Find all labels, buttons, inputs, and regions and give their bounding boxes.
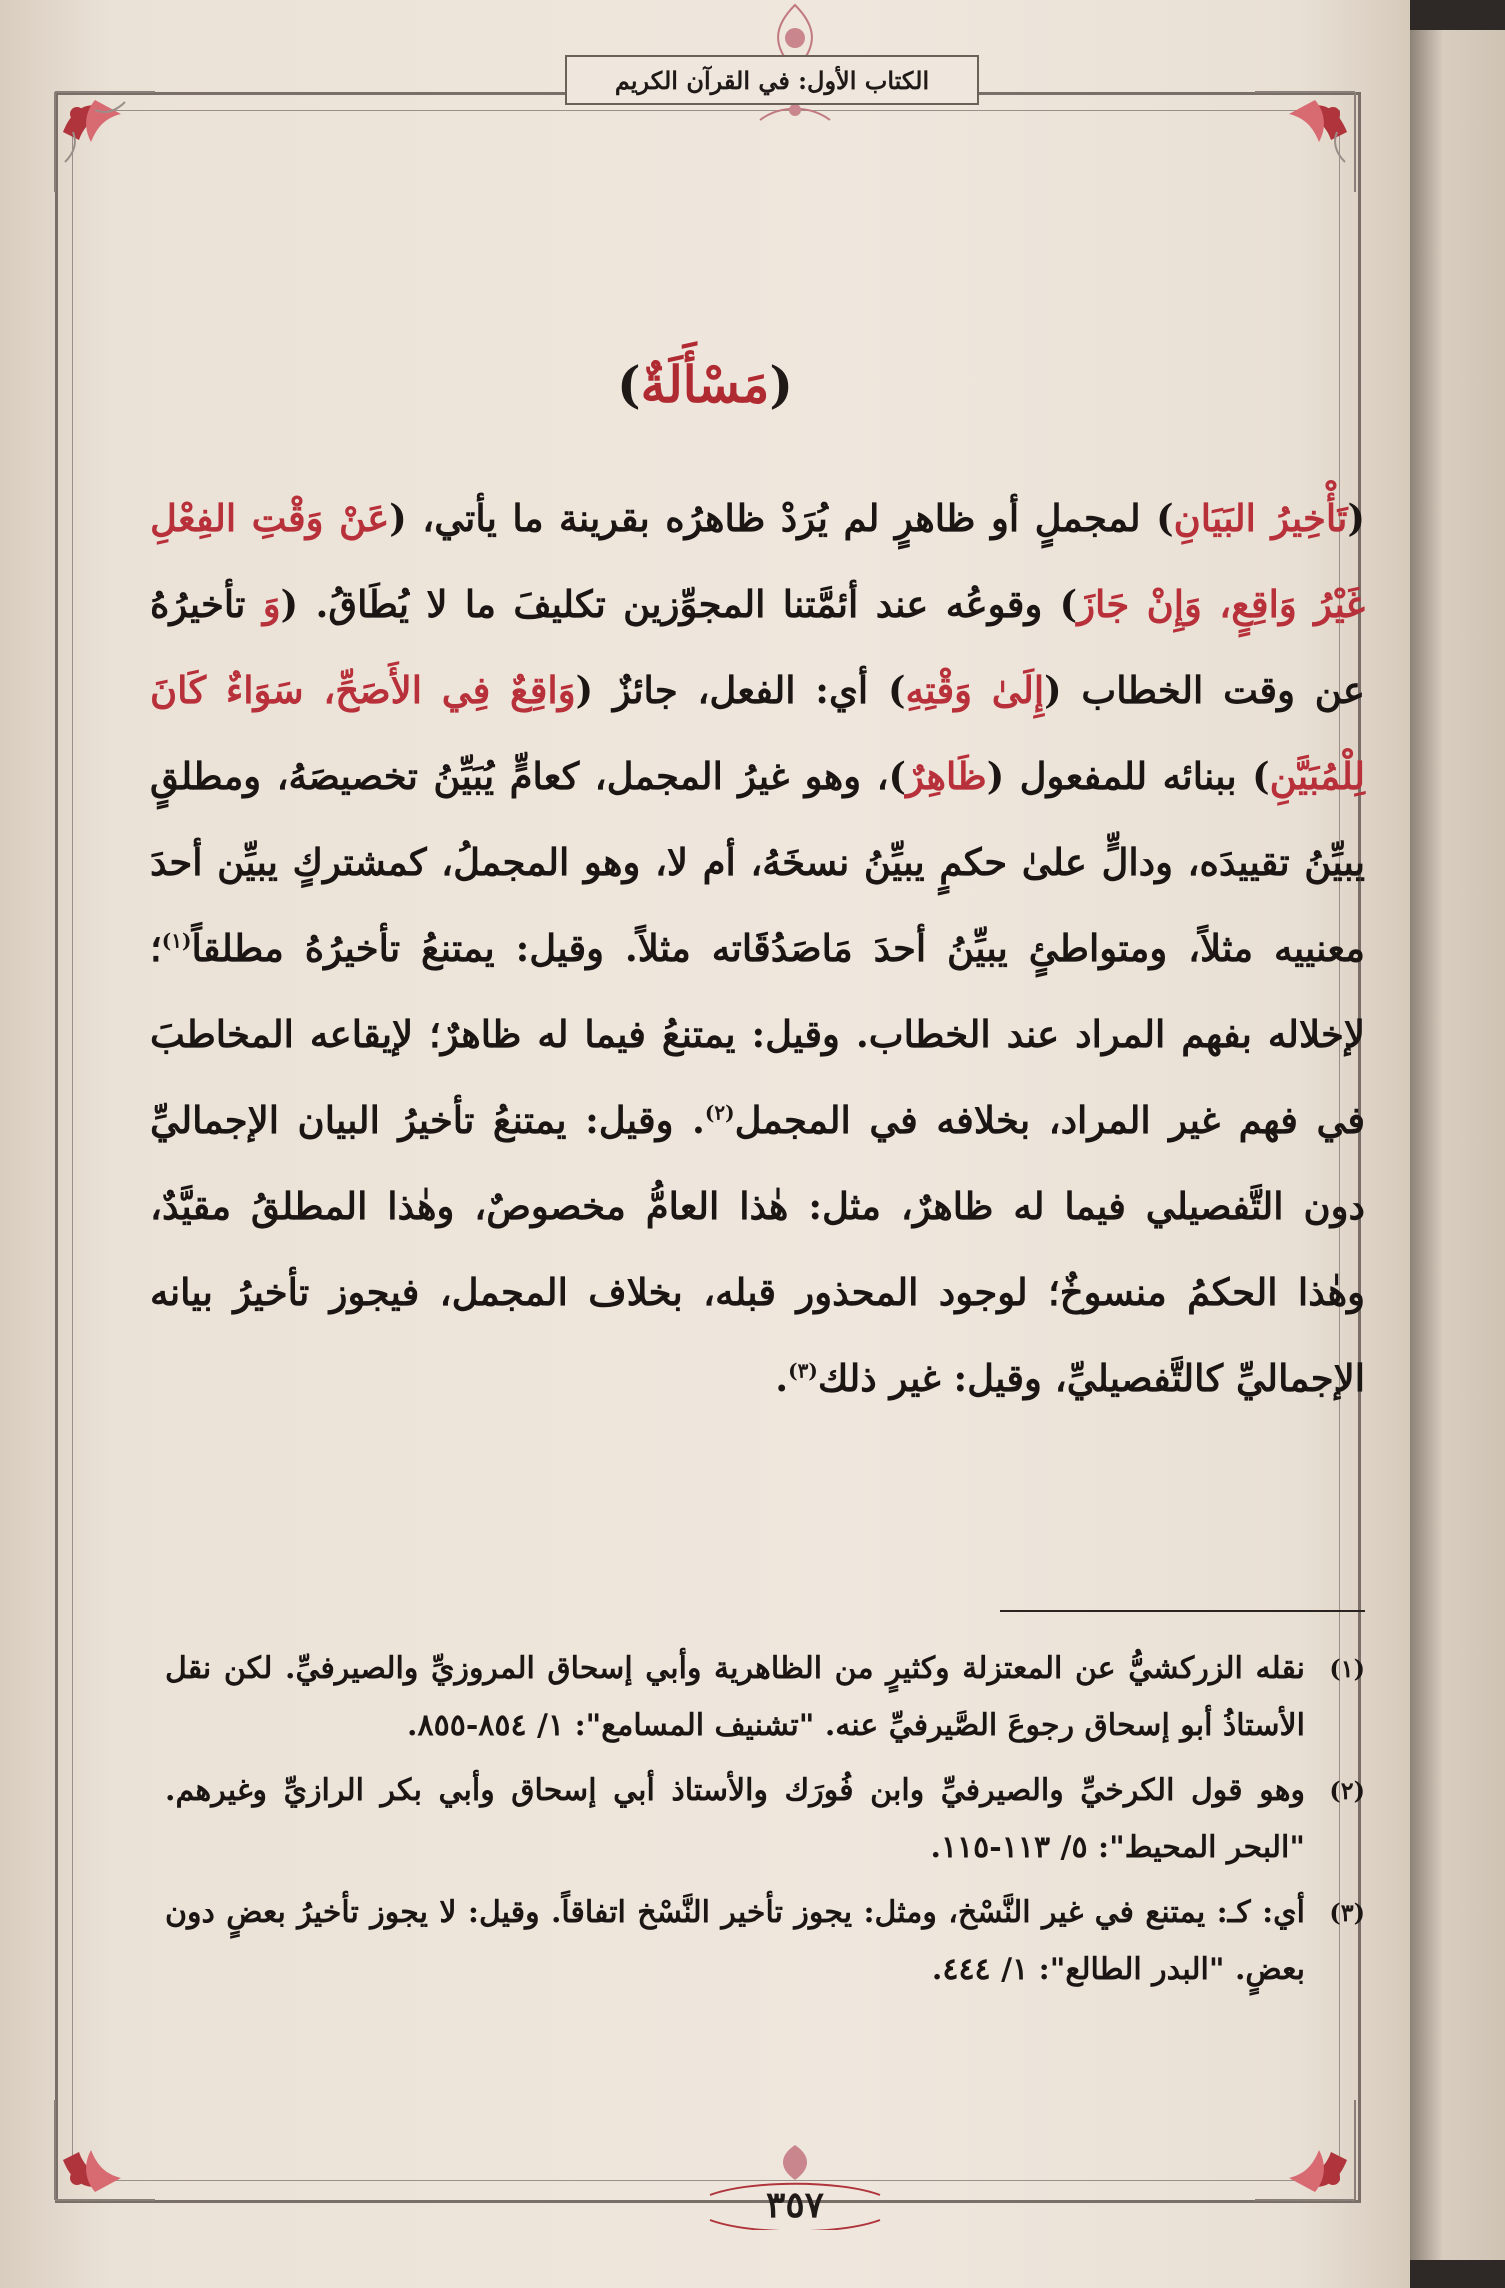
footnote-text: أي: كـ: يمتنع في غير النَّسْخ، ومثل: يجوز تأخير النَّسْخ اتفاقاً. وقيل: لا يجوز تأخيرُ بعضٍ دون بعضٍ. "البدر الطالع": ١/ ٤٤٤. (165, 1895, 1305, 1987)
footnote-1 (165, 1640, 1365, 1754)
footnote-separator (1000, 1610, 1365, 1612)
main-text: (تَأْخِيرُ البَيَانِ) لمجملٍ أو ظاهرٍ لم يُرَدْ ظاهرُه بقرينة ما يأتي، (عَنْ وَقْتِ الفِعْلِ غَيْرُ وَاقِعٍ، وَإِنْ جَازَ) وقوعُه عند أئمَّتنا المجوِّزين تكليفَ ما لا يُطَاقُ. (وَ تأخيرُهُ عن وقت الخطاب (إِلَىٰ وَقْتِهِ) أي: الفعل، جائزٌ (وَاقِعٌ فِي الأَصَحِّ، سَوَاءٌ كَانَ لِلْمُبَيَّنِ) ببنائه للمفعول (ظَاهِرٌ)، وهو غيرُ المجمل، كعامٍّ يُبَيِّنُ تخصيصَهُ، ومطلقٍ يبيِّنُ تقييدَه، ودالٍّ علىٰ حكمٍ يبيِّنُ نسخَهُ، أم لا، وهو المجملُ، كمشتركٍ يبيِّن أحدَ معنييه مثلاً، ومتواطئٍ يبيِّنُ أحدَ مَاصَدُقَاته مثلاً. وقيل: يمتنعُ تأخيرُهُ مطلقاً$^{(١)}$؛ لإخلاله بفهم المراد عند الخطاب. وقيل: يمتنعُ فيما له ظاهرٌ؛ لإيقاعه المخاطبَ في فهم غير المراد، بخلافه في المجمل$^{(٢)}$. وقيل: يمتنعُ تأخيرُ البيان الإجماليِّ دون التَّفصيلي فيما له ظاهرٌ، مثل: هٰذا العامُّ مخصوصٌ، وهٰذا المطلقُ مقيَّدٌ، وهٰذا الحكمُ منسوخٌ؛ لوجود المحذور قبله، بخلاف المجمل، فيجوز تأخيرُ بيانه الإجماليِّ كالتَّفصيليِّ، وقيل: غير ذلك$^{(٣)}$. (150, 496, 1366, 1400)
footnote-2 (165, 1762, 1365, 1876)
footnote-marker-1[interactable]: (١) (161, 928, 192, 953)
matn-text: ظَاهِرٌ (906, 754, 987, 798)
corner-ornament-top-right (1245, 82, 1365, 202)
corner-ornament-bottom-left (45, 2090, 165, 2210)
footnote-number: (٢) (1329, 1776, 1365, 1805)
running-header (565, 55, 979, 105)
section-title (300, 355, 1110, 425)
running-header-title: الكتاب الأول: في القرآن الكريم (614, 65, 930, 95)
footnote-text: نقله الزركشيُّ عن المعتزلة وكثيرٍ من الظاهرية وأبي إسحاق المروزيِّ والصيرفيِّ. لكن نقل الأستاذُ أبو إسحاق رجوعَ الصَّيرفيِّ عنه. "تشنيف المسامع": ١/ ٨٥٤-٨٥٥. (165, 1651, 1305, 1743)
title-text: مَسْأَلَةٌ (640, 355, 770, 414)
footnote-number: (١) (1329, 1654, 1365, 1683)
footnote-marker-2[interactable]: (٢) (704, 1100, 735, 1125)
corner-ornament-bottom-right (1245, 2090, 1365, 2210)
title-paren-open: ( (769, 355, 793, 414)
matn-text: تَأْخِيرُ البَيَانِ (1173, 496, 1348, 540)
footnote-marker-3[interactable]: (٣) (788, 1358, 818, 1383)
page-number: ٣٥٧ (765, 2184, 824, 2226)
footnotes (165, 1640, 1365, 2006)
matn-text: وَ (262, 582, 281, 626)
matn-text: عَنْ وَقْتِ الفِعْلِ غَيْرُ وَاقِعٍ، وَإِنْ جَازَ (150, 496, 1366, 626)
corner-ornament-top-left (45, 82, 165, 202)
matn-text: إِلَىٰ وَقْتِهِ (905, 668, 1045, 712)
footnote-3 (165, 1884, 1365, 1998)
matn-text: وَاقِعٌ فِي الأَصَحِّ، سَوَاءٌ كَانَ لِلْمُبَيَّنِ (150, 668, 1366, 798)
footnote-number: (٣) (1329, 1898, 1365, 1927)
title-paren-close: ) (616, 355, 641, 414)
footnote-text: وهو قول الكرخيِّ والصيرفيِّ وابن فُورَك والأستاذ أبي إسحاق وأبي بكر الرازيِّ وغيرهم. "البحر المحيط": ٥/ ١١٣-١١٥. (165, 1773, 1305, 1865)
adjacent-page-edge (1410, 30, 1505, 2260)
